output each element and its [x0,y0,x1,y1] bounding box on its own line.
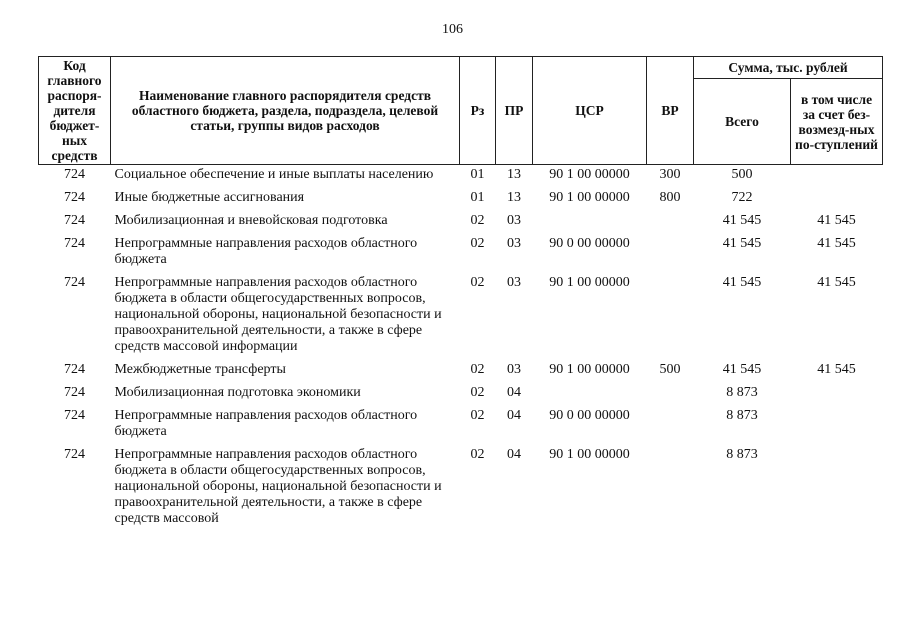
cell-pr: 13 [507,167,521,182]
table-row [39,188,883,211]
cell-free: 41 545 [817,236,856,251]
cell-name: Мобилизационная и вневойсковая подготовка [114,213,388,228]
cell-code: 724 [64,275,85,290]
cell-total: 41 545 [722,362,762,377]
header-pr: ПР [496,57,533,165]
cell-name: Непрограммные направления расходов областного бюджета [114,236,418,267]
cell-csr: 90 1 00 00000 [549,275,630,290]
cell-total: 8 873 [726,408,758,423]
cell-code: 724 [64,447,85,462]
cell-name: Межбюджетные трансферты [114,362,286,377]
cell-rz: 01 [470,167,485,182]
cell-total: 8 873 [726,447,758,462]
table-row [39,383,883,406]
budget-table [38,56,883,532]
cell-code: 724 [64,236,85,251]
cell-free: 41 545 [817,275,856,290]
cell-free: 41 545 [817,362,856,377]
cell-total: 41 545 [722,236,762,251]
cell-free [791,406,883,445]
table-body [39,165,883,533]
cell-vr: 300 [659,167,681,182]
cell-csr [533,211,647,234]
cell-rz: 02 [470,362,485,377]
cell-pr: 04 [507,447,521,462]
cell-rz: 02 [470,236,485,251]
table-row [39,360,883,383]
cell-pr: 13 [507,190,521,205]
table-row [39,406,883,445]
header-vr: ВР [647,57,694,165]
cell-vr: 500 [659,362,681,377]
cell-total: 41 545 [722,213,762,228]
header-free: в том числе за счет без-возмезд-ных по-ступлений [791,79,883,165]
cell-csr: 90 0 00 00000 [549,236,630,251]
cell-name: Непрограммные направления расходов областного бюджета в области общегосударственных вопросов, национальной обороны, национальной безопасности и правоохранительной деятельности, а также в сфере средств массовой информации [114,275,442,354]
cell-free [791,445,883,532]
cell-pr: 04 [507,385,521,400]
cell-pr: 03 [507,213,521,228]
header-total: Всего [694,79,791,165]
header-sum-group: Сумма, тыс. рублей [694,57,883,79]
cell-code: 724 [64,213,85,228]
cell-name: Непрограммные направления расходов областного бюджета [114,408,418,439]
cell-csr: 90 1 00 00000 [549,362,630,377]
cell-vr [647,383,694,406]
page-number: 106 [442,22,463,37]
cell-csr [533,383,647,406]
header-code: Код главного распоря-дителя бюджет-ных средств [39,57,111,165]
table-row [39,234,883,273]
cell-rz: 02 [470,213,485,228]
cell-name: Иные бюджетные ассигнования [114,190,305,205]
table-row [39,211,883,234]
cell-code: 724 [64,362,85,377]
cell-free [791,383,883,406]
cell-name: Непрограммные направления расходов областного бюджета в области общегосударственных вопросов, национальной обороны, национальной безопасности и правоохранительной деятельности, а также в сфере средств массовой [114,447,442,526]
cell-code: 724 [64,408,85,423]
cell-pr: 03 [507,236,521,251]
cell-total: 8 873 [726,385,758,400]
cell-total: 500 [731,167,753,182]
cell-vr: 800 [659,190,681,205]
cell-code: 724 [64,385,85,400]
cell-csr: 90 0 00 00000 [549,408,630,423]
cell-vr [647,406,694,445]
cell-rz: 01 [470,190,485,205]
cell-vr [647,234,694,273]
cell-name: Мобилизационная подготовка экономики [114,385,361,400]
cell-vr [647,445,694,532]
cell-csr: 90 1 00 00000 [549,190,630,205]
cell-code: 724 [64,167,85,182]
header-name: Наименование главного распорядителя средств областного бюджета, раздела, подраздела, целевой статьи, группы видов расходов [111,57,460,165]
table-row [39,273,883,360]
cell-csr: 90 1 00 00000 [549,167,630,182]
cell-vr [647,211,694,234]
header-rz: Рз [460,57,496,165]
header-csr: ЦСР [533,57,647,165]
cell-pr: 04 [507,408,521,423]
cell-name: Социальное обеспечение и иные выплаты населению [114,167,434,182]
cell-csr: 90 1 00 00000 [549,447,630,462]
cell-rz: 02 [470,408,485,423]
cell-free [791,188,883,211]
cell-vr [647,273,694,360]
cell-pr: 03 [507,275,521,290]
cell-code: 724 [64,190,85,205]
table-row [39,445,883,532]
table-header [39,57,883,165]
cell-free [791,165,883,189]
cell-pr: 03 [507,362,521,377]
table-row [39,165,883,189]
cell-total: 41 545 [722,275,762,290]
cell-rz: 02 [470,385,485,400]
cell-free: 41 545 [817,213,856,228]
cell-total: 722 [731,190,753,205]
cell-rz: 02 [470,447,485,462]
cell-rz: 02 [470,275,485,290]
